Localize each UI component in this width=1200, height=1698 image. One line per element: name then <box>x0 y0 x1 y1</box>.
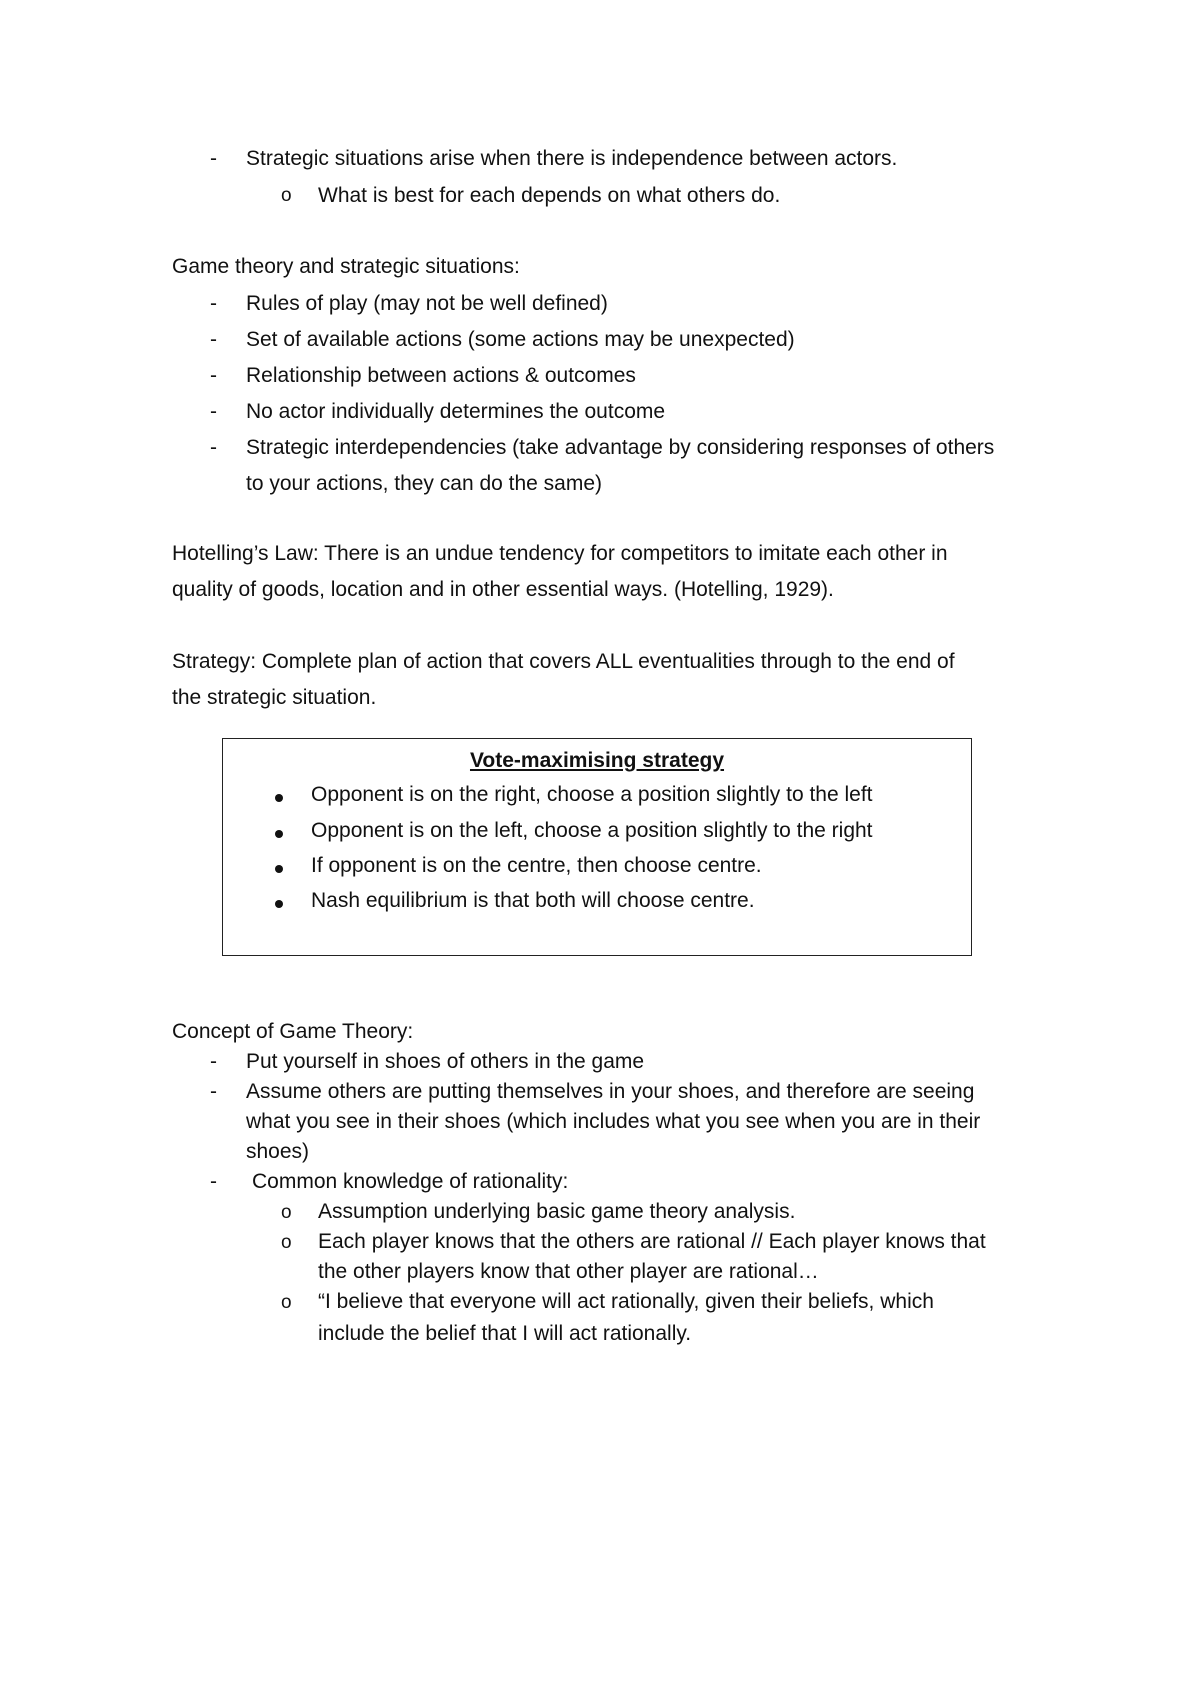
vote-strategy-title: Vote-maximising strategy <box>469 749 725 772</box>
concept-sub-item: Each player knows that the others are rational // Each player knows that <box>318 1230 986 1253</box>
dash-marker: - <box>210 328 217 351</box>
hotelling-law-line: quality of goods, location and in other essential ways. (Hotelling, 1929). <box>172 578 834 601</box>
strategy-definition-line: the strategic situation. <box>172 686 377 709</box>
vote-strategy-item: Opponent is on the left, choose a position slightly to the right <box>311 819 873 842</box>
concept-item: Assume others are putting themselves in your shoes, and therefore are seeing <box>246 1080 975 1103</box>
circle-marker: o <box>281 185 292 206</box>
concept-sub-item: “I believe that everyone will act rationally, given their beliefs, which <box>318 1290 934 1313</box>
bullet-icon <box>275 830 283 838</box>
concept-sub-item: Assumption underlying basic game theory analysis. <box>318 1200 796 1223</box>
bullet-icon <box>275 900 283 908</box>
circle-marker: o <box>281 1232 292 1253</box>
hotelling-law-line: Hotelling’s Law: There is an undue tendency for competitors to imitate each other in <box>172 542 948 565</box>
strategy-definition-line: Strategy: Complete plan of action that covers ALL eventualities through to the end of <box>172 650 955 673</box>
game-theory-item: Set of available actions (some actions may be unexpected) <box>246 328 795 351</box>
dash-marker: - <box>210 364 217 387</box>
dash-marker: - <box>210 400 217 423</box>
dash-marker: - <box>210 147 217 170</box>
vote-strategy-item: If opponent is on the centre, then choose centre. <box>311 854 762 877</box>
dash-marker: - <box>210 292 217 315</box>
vote-strategy-box <box>222 738 972 956</box>
circle-marker: o <box>281 1292 292 1313</box>
game-theory-item: Relationship between actions & outcomes <box>246 364 636 387</box>
concept-item: Put yourself in shoes of others in the game <box>246 1050 645 1073</box>
dash-marker: - <box>210 1050 217 1073</box>
concept-item-continuation: shoes) <box>246 1140 310 1163</box>
dash-marker: - <box>210 1170 217 1193</box>
concept-item-continuation: what you see in their shoes (which includes what you see when you are in their <box>246 1110 981 1133</box>
game-theory-item: No actor individually determines the outcome <box>246 400 666 423</box>
concept-item: Common knowledge of rationality: <box>252 1170 569 1193</box>
intro-sub-item: What is best for each depends on what others do. <box>318 184 781 207</box>
dash-marker: - <box>210 436 217 459</box>
concept-heading: Concept of Game Theory: <box>172 1020 414 1043</box>
game-theory-item-continuation: to your actions, they can do the same) <box>246 472 603 495</box>
circle-marker: o <box>281 1202 292 1223</box>
game-theory-item: Strategic interdependencies (take advantage by considering responses of others <box>246 436 995 459</box>
game-theory-item: Rules of play (may not be well defined) <box>246 292 608 315</box>
concept-sub-item-continuation: include the belief that I will act rationally. <box>318 1322 692 1345</box>
bullet-icon <box>275 865 283 873</box>
concept-sub-item-continuation: the other players know that other player are rational… <box>318 1260 819 1283</box>
vote-strategy-item: Opponent is on the right, choose a position slightly to the left <box>311 783 873 806</box>
game-theory-heading: Game theory and strategic situations: <box>172 255 520 278</box>
intro-list-item: Strategic situations arise when there is independence between actors. <box>246 147 898 170</box>
bullet-icon <box>275 794 283 802</box>
dash-marker: - <box>210 1080 217 1103</box>
vote-strategy-item: Nash equilibrium is that both will choose centre. <box>311 889 755 912</box>
